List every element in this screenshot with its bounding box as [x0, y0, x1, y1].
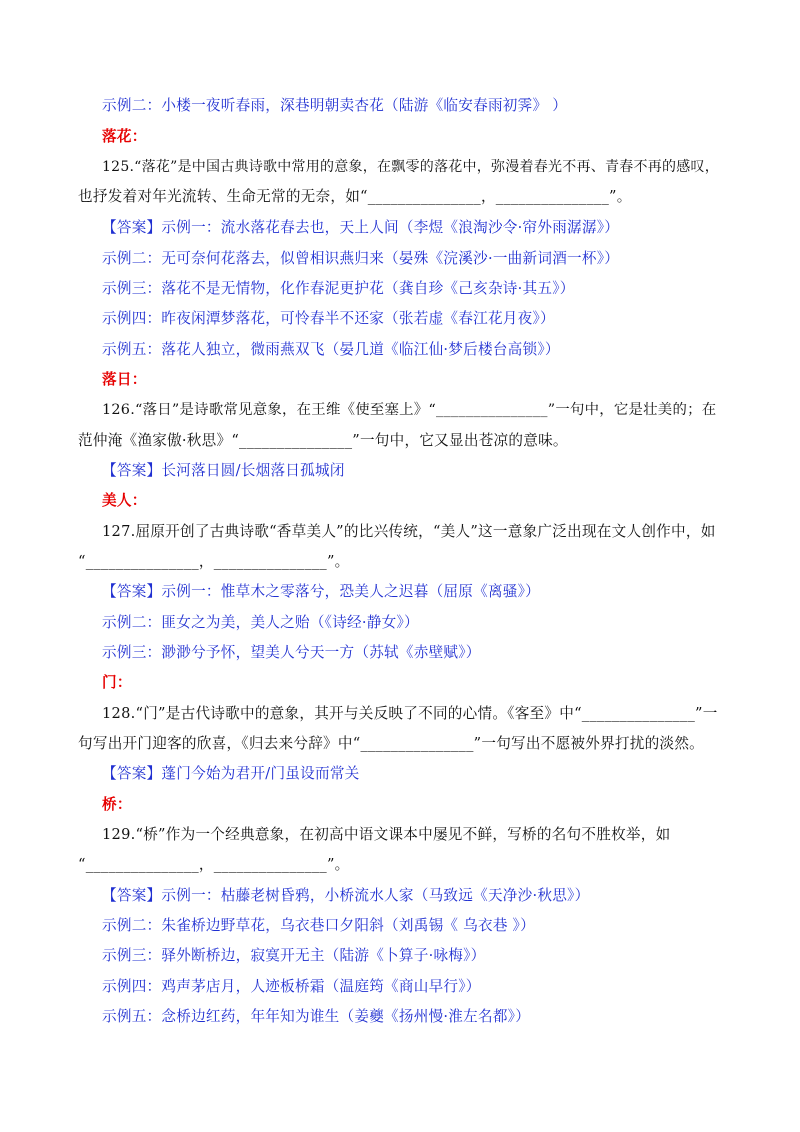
section-heading-luohua: 落花： [102, 128, 147, 145]
question-126-line-1: 126.“落日”是诗歌常见意象，在王维《使至塞上》“_______________”一句中，它是壮美的；在 [102, 402, 717, 418]
answer-line: 示例三：驿外断桥边，寂寞开无主（陆游《卜算子·咏梅》） [102, 947, 486, 964]
question-125-line-2: 也抒发着对年光流转、生命无常的无奈，如“_______________，_______________”。 [78, 188, 632, 205]
answer-line: 示例二：小楼一夜听春雨，深巷明朝卖杏花（陆游《临安春雨初霁》 ） [102, 97, 568, 114]
question-125-line-1: 125.“落花”是中国古典诗歌中常用的意象，在飘零的落花中，弥漫着春光不再、青春不再的感叹， [102, 159, 719, 175]
answer-line: 示例四：昨夜闲潭梦落花，可怜春半不还家（张若虚《春江花月夜》） [102, 310, 555, 327]
answer-line: 【答案】示例一：枯藤老树昏鸦，小桥流水人家（马致远《天净沙·秋思》） [102, 887, 590, 904]
answer-line: 示例五：念桥边红药，年年知为谁生（姜夔《扬州慢·淮左名都》） [102, 1008, 531, 1025]
question-127-line-2: “_______________，_______________”。 [78, 553, 350, 570]
answer-line: 示例四：鸡声茅店月，人迹板桥霜（温庭筠《商山早行》） [102, 978, 481, 995]
answer-line: 示例三：落花不是无情物，化作春泥更护花（龚自珍《己亥杂诗·其五》） [102, 280, 575, 297]
answer-line: 示例二：朱雀桥边野草花，乌衣巷口夕阳斜（刘禹锡《 乌衣巷 》） [102, 917, 535, 934]
question-129-line-2: “_______________，_______________”。 [78, 856, 350, 873]
answer-line: 示例二：匪女之为美，美人之贻（《诗经·静女》） [102, 614, 419, 631]
question-127-line-1: 127.屈原开创了古典诗歌“香草美人”的比兴传统，“美人”这一意象广泛出现在文人创作中，如 [102, 523, 716, 540]
question-128-line-1: 128.“门”是古代诗歌中的意象，其开与关反映了不同的心情。《客至》中“_______________”一 [102, 705, 718, 722]
question-128-line-2: 句写出开门迎客的欣喜，《归去来兮辞》中“_______________”一句写出不愿被外界打扰的淡然。 [78, 735, 705, 752]
section-heading-luori: 落日： [102, 371, 147, 388]
answer-line: 【答案】示例一：惟草木之零落兮，恐美人之迟暮（屈原《离骚》） [102, 583, 541, 600]
section-heading-qiao: 桥： [102, 796, 132, 813]
section-heading-men: 门： [102, 674, 132, 691]
answer-line: 【答案】示例一：流水落花春去也，天上人间（李煜《浪淘沙令·帘外雨潺潺》） [102, 219, 620, 236]
answer-line: 示例三：渺渺兮予怀，望美人兮天一方（苏轼《赤壁赋》） [102, 644, 481, 661]
answer-line: 示例二：无可奈何花落去，似曾相识燕归来（晏殊《浣溪沙·一曲新词酒一杯》） [102, 250, 620, 267]
answer-line: 示例五：落花人独立，微雨燕双飞（晏几道《临江仙·梦后楼台高锁》） [102, 341, 560, 358]
section-heading-meiren: 美人： [102, 492, 147, 509]
answer-line: 【答案】蓬门今始为君开/门虽设而常关 [102, 765, 360, 782]
question-126-line-2: 范仲淹《渔家傲·秋思》“_______________”一句中，它又显出苍凉的意味。 [78, 432, 568, 449]
question-129-line-1: 129.“桥”作为一个经典意象，在初高中语文课本中屡见不鲜，写桥的名句不胜枚举，如 [102, 826, 671, 843]
answer-line: 【答案】长河落日圆/长烟落日孤城闭 [102, 462, 345, 479]
